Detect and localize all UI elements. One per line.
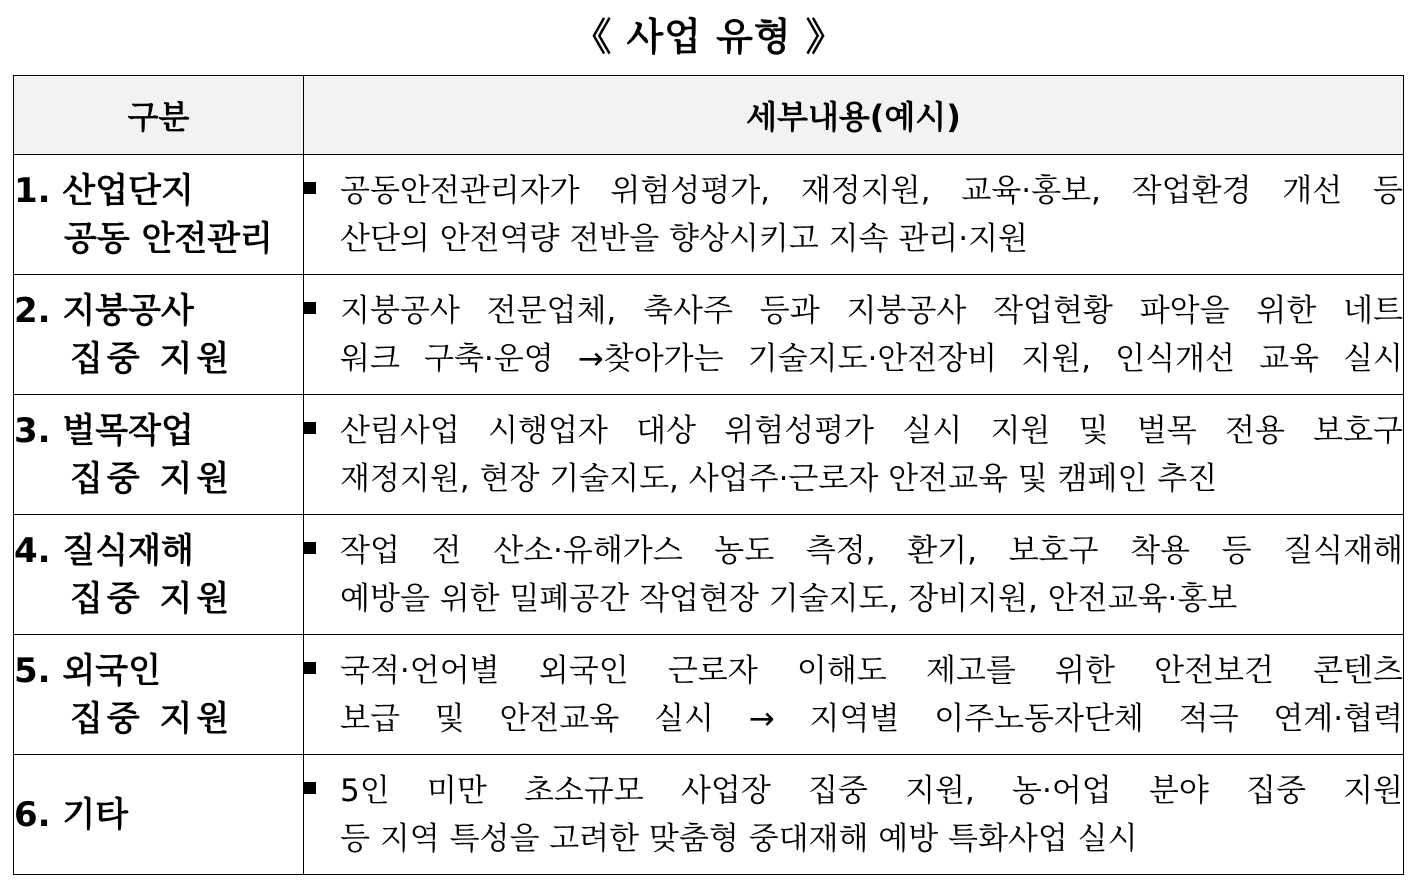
category-cell xyxy=(14,155,304,275)
detail-cell xyxy=(304,755,1404,875)
square-bullet-icon xyxy=(304,302,316,314)
category-line1: 4. 질식재해 xyxy=(14,530,194,571)
table-row xyxy=(14,395,1404,515)
header-category: 구분 xyxy=(14,76,304,155)
detail-line2: 보급 및 안전교육 실시 → 지역별 이주노동자단체 적극 연계·협력 xyxy=(340,700,1403,737)
square-bullet-icon xyxy=(304,182,316,194)
category-cell xyxy=(14,515,304,635)
category-cell xyxy=(14,755,304,875)
square-bullet-icon xyxy=(304,542,316,554)
table-row xyxy=(14,515,1404,635)
detail-line1: 작업 전 산소·유해가스 농도 측정, 환기, 보호구 착용 등 질식재해 xyxy=(340,532,1403,569)
detail-line1: 5인 미만 초소규모 사업장 집중 지원, 농·어업 분야 집중 지원 xyxy=(340,772,1403,809)
detail-line2: 워크 구축·운영 →찾아가는 기술지도·안전장비 지원, 인식개선 교육 실시 xyxy=(340,340,1403,377)
category-line1: 1. 산업단지 xyxy=(14,170,194,211)
table-row xyxy=(14,155,1404,275)
detail-line1: 국적·언어별 외국인 근로자 이해도 제고를 위한 안전보건 콘텐츠 xyxy=(340,652,1403,689)
detail-cell xyxy=(304,635,1404,755)
header-details: 세부내용(예시) xyxy=(304,76,1404,155)
category-line1: 3. 벌목작업 xyxy=(14,410,194,451)
detail-cell xyxy=(304,515,1404,635)
category-line2: 공동 안전관리 xyxy=(64,218,273,259)
table-row xyxy=(14,635,1404,755)
table-row xyxy=(14,275,1404,395)
detail-line2: 등 지역 특성을 고려한 맞춤형 중대재해 예방 특화사업 실시 xyxy=(340,820,1138,857)
category-cell xyxy=(14,635,304,755)
detail-line2: 재정지원, 현장 기술지도, 사업주·근로자 안전교육 및 캠페인 추진 xyxy=(340,460,1218,497)
square-bullet-icon xyxy=(304,782,316,794)
category-line1: 6. 기타 xyxy=(14,794,129,835)
page-title: 《 사업 유형 》 xyxy=(573,15,845,59)
category-line2: 집중 지원 xyxy=(70,578,234,619)
detail-line1: 지붕공사 전문업체, 축사주 등과 지붕공사 작업현황 파악을 위한 네트 xyxy=(340,292,1403,329)
detail-line2: 산단의 안전역량 전반을 향상시키고 지속 관리·지원 xyxy=(340,220,1028,257)
detail-line2: 예방을 위한 밀폐공간 작업현장 기술지도, 장비지원, 안전교육·홍보 xyxy=(340,580,1238,617)
square-bullet-icon xyxy=(304,422,316,434)
category-line2: 집중 지원 xyxy=(70,458,234,499)
square-bullet-icon xyxy=(304,662,316,674)
detail-cell xyxy=(304,155,1404,275)
category-cell xyxy=(14,275,304,395)
category-line2: 집중 지원 xyxy=(70,338,234,379)
detail-line1: 공동안전관리자가 위험성평가, 재정지원, 교육·홍보, 작업환경 개선 등 xyxy=(340,172,1403,209)
detail-cell xyxy=(304,275,1404,395)
detail-line1: 산림사업 시행업자 대상 위험성평가 실시 지원 및 벌목 전용 보호구 xyxy=(340,412,1403,449)
category-line2: 집중 지원 xyxy=(70,698,234,739)
table-row xyxy=(14,755,1404,875)
table-header-row xyxy=(14,76,1404,155)
category-cell xyxy=(14,395,304,515)
detail-cell xyxy=(304,395,1404,515)
category-line1: 5. 외국인 xyxy=(14,650,161,691)
business-types-table xyxy=(13,75,1404,875)
category-line1: 2. 지붕공사 xyxy=(14,290,194,331)
